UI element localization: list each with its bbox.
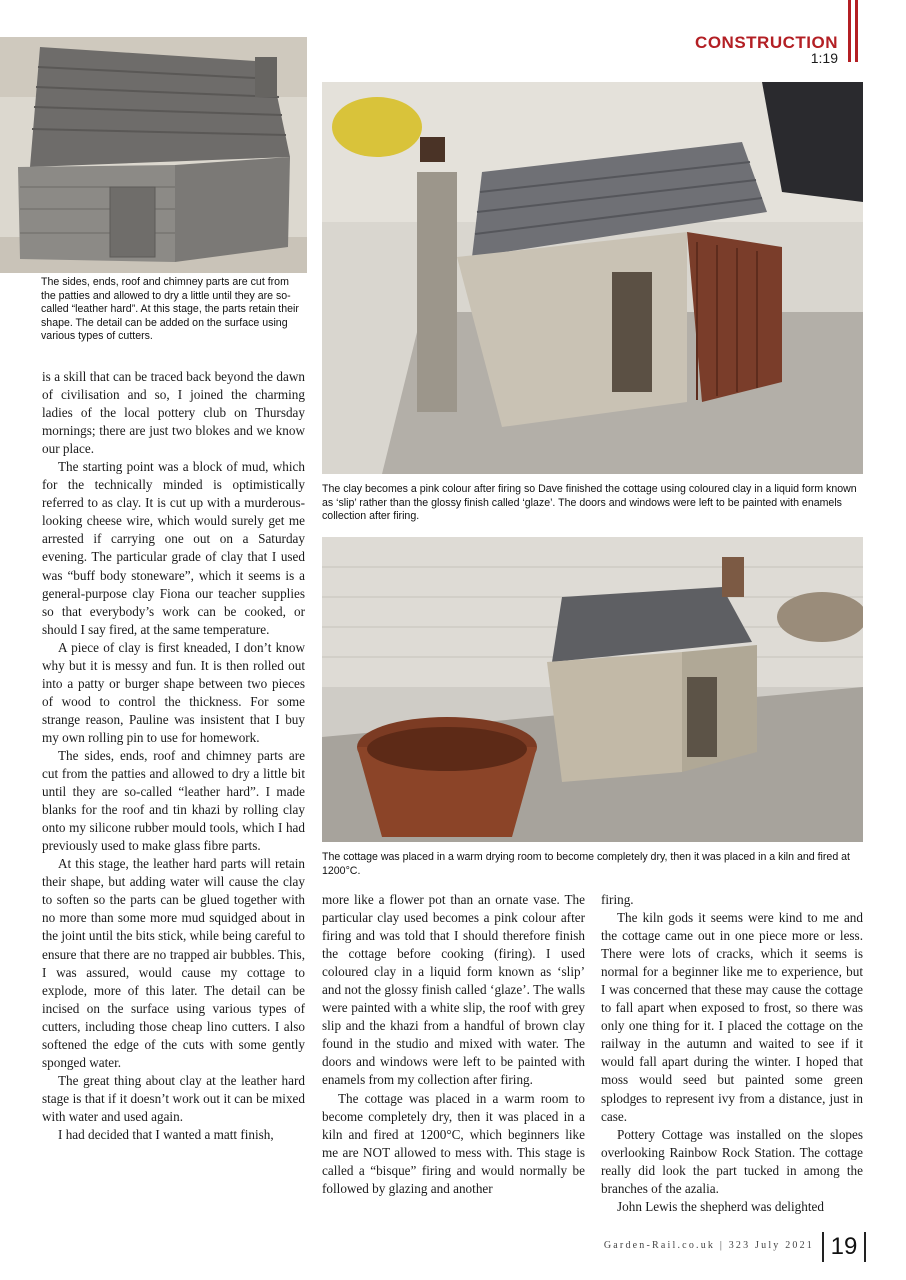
caption-bottom: The cottage was placed in a warm drying room to become completely dry, then it was placed in a kiln and fired at 1200°C. [322, 851, 850, 877]
paragraph: I had decided that I wanted a matt finish, [58, 1126, 274, 1142]
paragraph: is a skill that can be traced back beyond the dawn of civilisation and so, I joined the charming ladies of the local pottery club on Thursday mornings; there are just two blokes and we know our place. [42, 369, 305, 457]
footer-credit: Garden-Rail.co.uk | 323 July 2021 [603, 1240, 814, 1251]
body-column-3 [601, 891, 863, 1216]
paragraph: A piece of clay is first kneaded, I don’t know why but it is messy and fun. It is then rolled out into a patty or burger shape between two pieces of wood to control the thickness. For some strange reason, Pauline was insistent that I buy my own rolling pin to use for homework. [42, 639, 305, 745]
paragraph: At this stage, the leather hard parts will retain their shape, but adding water will cause the clay to soften so the parts can be glued together with no more than some more mud squidged about in the joint until the bits stick, while being careful to ensure that there are no trapped air bubbles. This, I was assured, would cause my cottage to explode, more of this later. The detail can be incised on the surface using various types of cutters, including those cheap lino cutters. I also softened the edge of the cuts with some gently sponged water. [42, 856, 305, 1070]
header-rule [855, 0, 858, 62]
paragraph: firing. [601, 892, 634, 907]
scale-label: 1:19 [810, 50, 838, 66]
paragraph: Pottery Cottage was installed on the slopes overlooking Rainbow Rock Station. The cottage really did look the part tucked in among the branches of the azalia. [601, 1126, 863, 1196]
paragraph: The sides, ends, roof and chimney parts are cut from the patties and allowed to dry a little bit until they are so-called “leather hard”. I made blanks for the roof and tin khazi by rolling clay onto my silicone rubber mould tools, which I had previously used to make glass fibre parts. [42, 747, 305, 854]
body-column-1 [42, 368, 305, 1144]
caption-top-left: The sides, ends, roof and chimney parts are cut from the patties and allowed to dry a little until they are so-called “leather hard”. At this stage, the parts retain their shape. The detail can be added on the surface using various types of cutters. [41, 276, 299, 343]
paragraph: John Lewis the shepherd was delighted [617, 1198, 824, 1214]
photo-cottage-drying [322, 537, 863, 842]
paragraph: The great thing about clay at the leather hard stage is that if it doesn’t work out it can be mixed with water and used again. [42, 1072, 305, 1124]
page-number: 19 [822, 1232, 866, 1262]
section-title: CONSTRUCTION [695, 33, 838, 52]
paragraph: more like a flower pot than an ornate vase. The particular clay used becomes a pink colour after firing and was told that I should therefore finish the cottage before cooking (firing). I used coloured clay in a liquid form known as ‘slip’ and not the glossy finish called ‘glaze’. The walls were painted with a white slip, the roof with grey slip and the khazi from a handful of brown clay found in the studio and mixed with water. The doors and windows were left to be painted with enamels from my collection after firing. [322, 892, 585, 1088]
photo-cottage-painted [322, 82, 863, 474]
photo-cottage-grey [0, 37, 307, 273]
caption-middle: The clay becomes a pink colour after firing so Dave finished the cottage using coloured clay in a liquid form known as ‘slip’ rather than the glossy finish called ‘glaze’. The doors and windows were left to be painted with enamels collection after firing. [322, 483, 857, 523]
paragraph: The cottage was placed in a warm room to become completely dry, then it was placed in a kiln and fired at 1200°C, which beginners like me are NOT allowed to mess with. This stage is called a “bisque” firing and would normally be followed by glazing and another [322, 1090, 585, 1196]
header-rule [848, 0, 851, 62]
body-column-2 [322, 891, 585, 1198]
paragraph: The starting point was a block of mud, which for the technically minded is optimistically referred to as clay. It is cut up with a murderous-looking cheese wire, which would surely get me arrested if carrying one out on a Saturday evening. The particular grade of clay that I used was “buff body stoneware”, which it seems is a general-purpose clay Fiona our teacher supplies so that everybody’s work can be cooked, or should I say fired, at the same temperature. [42, 459, 305, 637]
paragraph: The kiln gods it seems were kind to me and the cottage came out in one piece more or less. There were lots of cracks, which it seems is normal for a beginner like me to experience, but I was concerned that these may cause the cottage to fall apart when exposed to frost, so there was only one thing for it. I placed the cottage on the railway in the autumn and waited to see if it would fall apart during the winter. I hoped that moss would seed but painted some green splodges to represent ivy from a distance, just in case. [601, 910, 863, 1124]
